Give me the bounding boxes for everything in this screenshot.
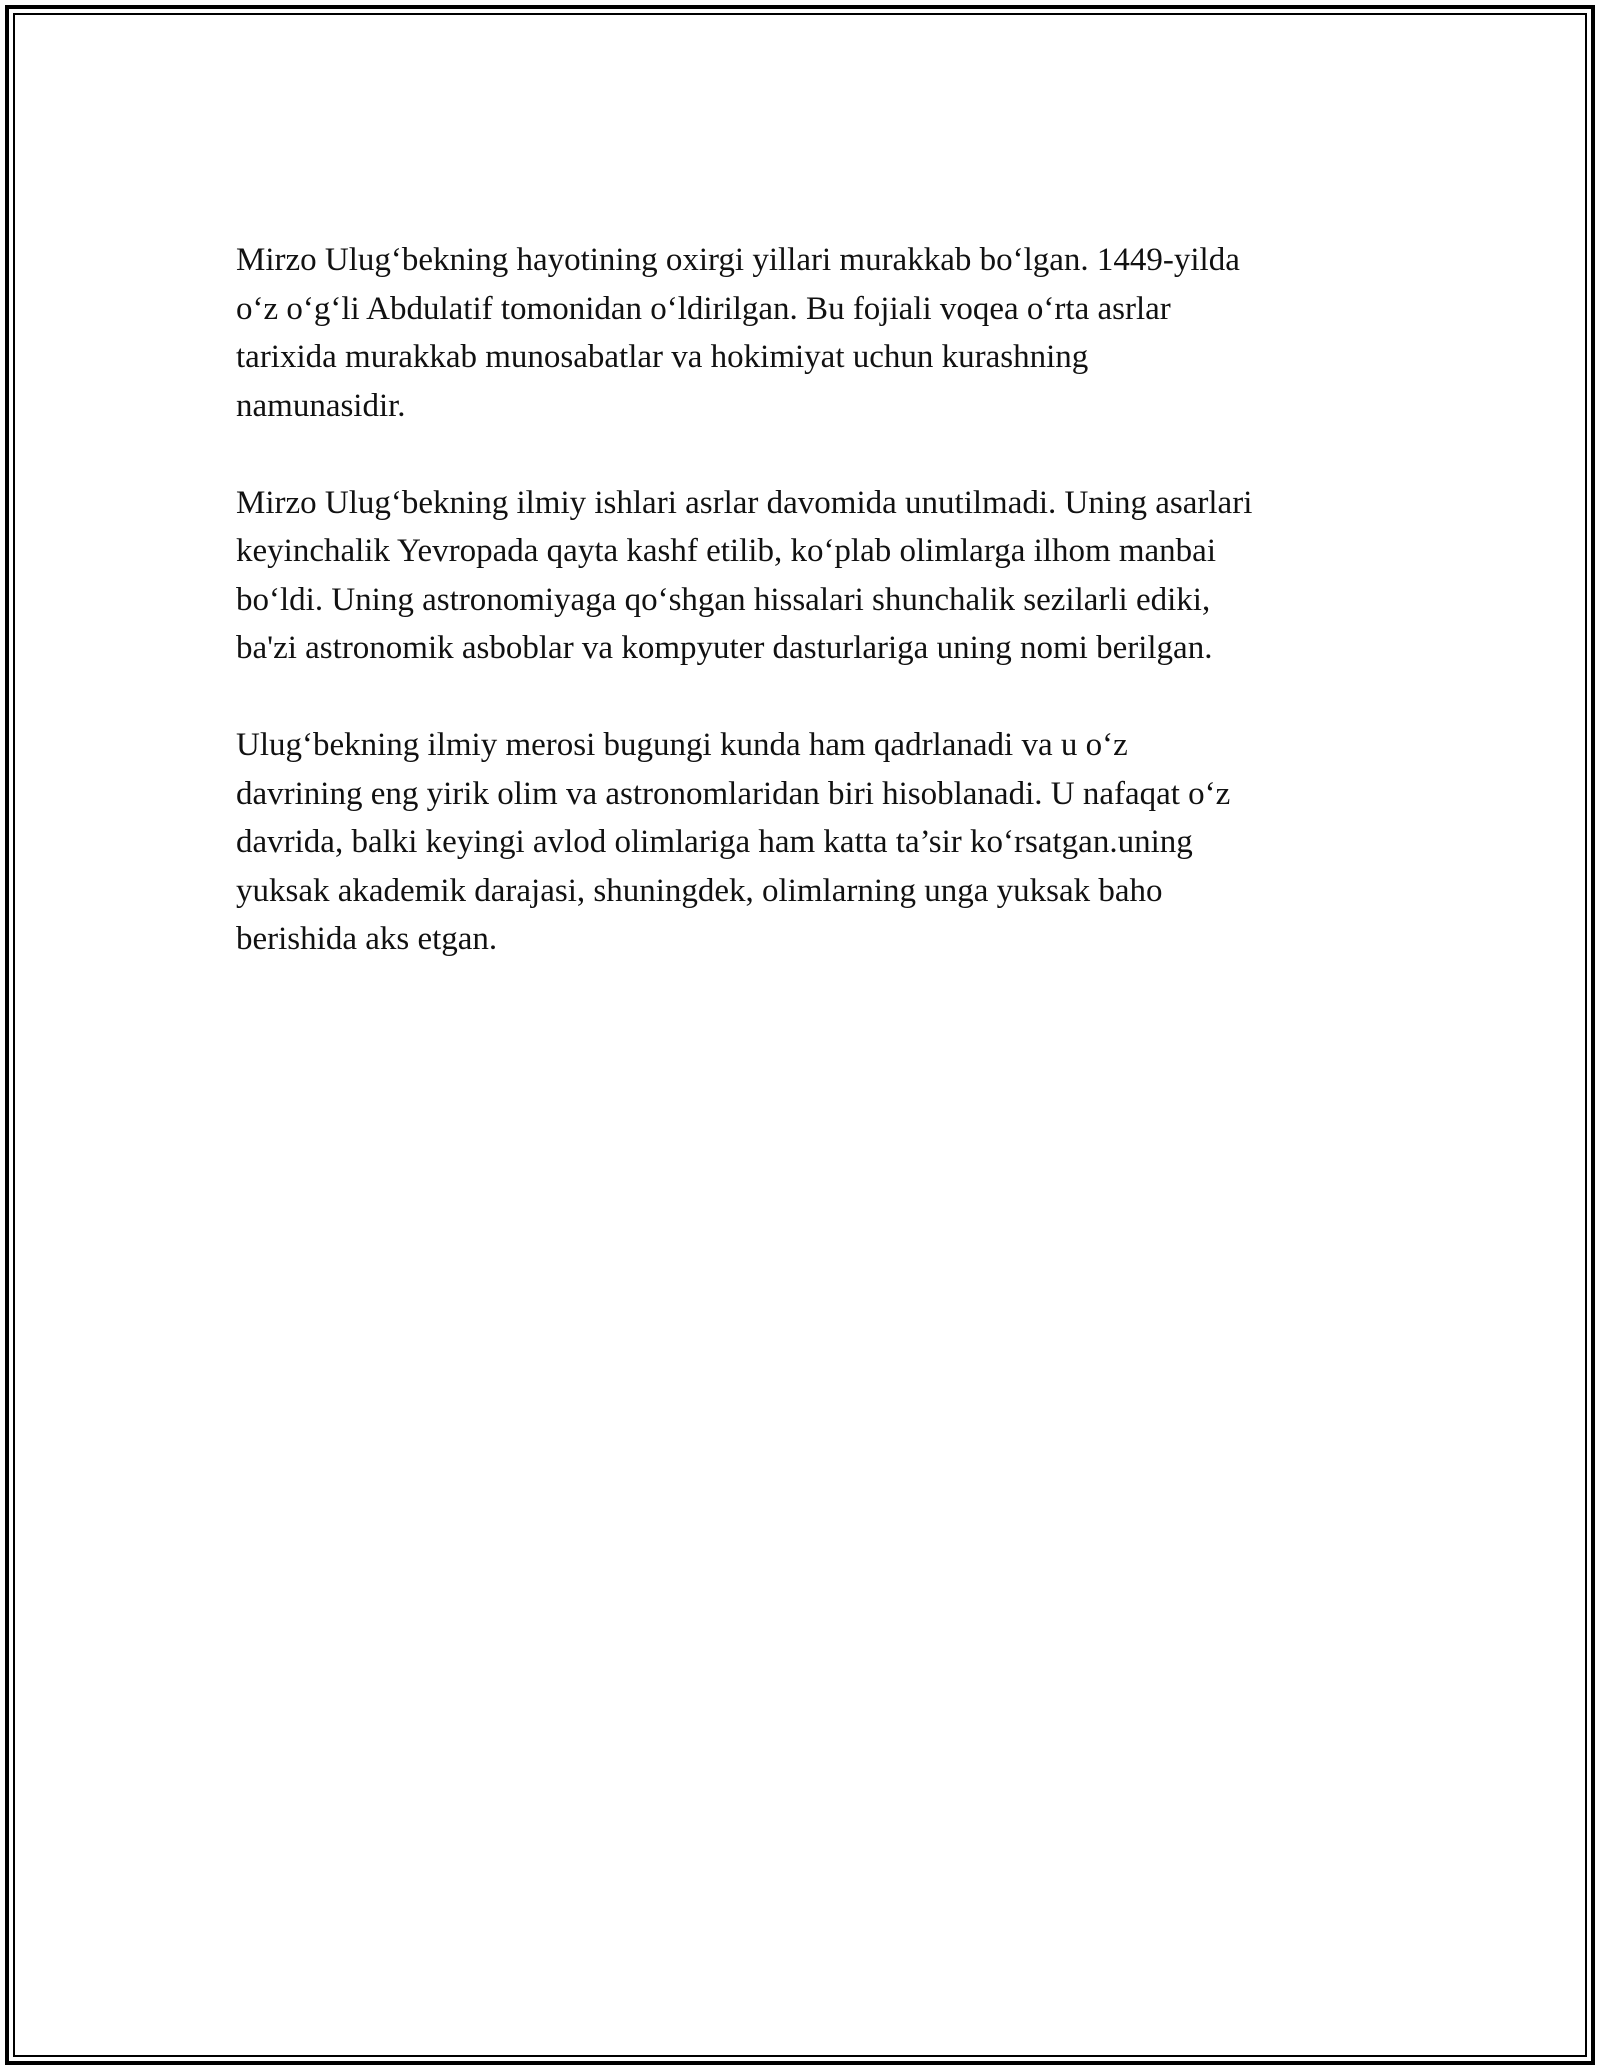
paragraph-line: yuksak akademik darajasi, shuningdek, olimlarning unga yuksak baho	[236, 872, 1163, 909]
paragraph-line: namunasidir.	[236, 387, 406, 424]
paragraph-line: keyinchalik Yevropada qayta kashf etilib, ko‘plab olimlarga ilhom manbai	[236, 533, 1216, 569]
paragraph-line: Mirzo Ulug‘bekning hayotining oxirgi yillari murakkab bo‘lgan. 1449-yilda	[236, 242, 1240, 278]
paragraph-line: Ulug‘bekning ilmiy merosi bugungi kunda ham qadrlanadi va u o‘z	[236, 727, 1128, 763]
paragraph-3	[236, 721, 1366, 964]
paragraph-line: davrida, balki keyingi avlod olimlariga ham katta ta’sir ko‘rsatgan.uning	[236, 824, 1193, 860]
paragraph-line: davrining eng yirik olim va astronomlaridan biri hisoblanadi. U nafaqat o‘z	[236, 775, 1231, 812]
document-body	[236, 236, 1366, 1012]
paragraph-2	[236, 479, 1366, 673]
paragraph-1	[236, 236, 1366, 430]
paragraph-line: o‘z o‘g‘li Abdulatif tomonidan o‘ldirilgan. Bu fojiali voqea o‘rta asrlar	[236, 290, 1171, 327]
paragraph-line: ba'zi astronomik asboblar va kompyuter dasturlariga uning nomi berilgan.	[236, 630, 1213, 666]
paragraph-line: tarixida murakkab munosabatlar va hokimiyat uchun kurashning	[236, 339, 1089, 375]
paragraph-line: bo‘ldi. Uning astronomiyaga qo‘shgan hissalari shunchalik sezilarli ediki,	[236, 581, 1211, 618]
paragraph-line: berishida aks etgan.	[236, 921, 498, 957]
paragraph-line: Mirzo Ulug‘bekning ilmiy ishlari asrlar davomida unutilmadi. Uning asarlari	[236, 484, 1253, 521]
